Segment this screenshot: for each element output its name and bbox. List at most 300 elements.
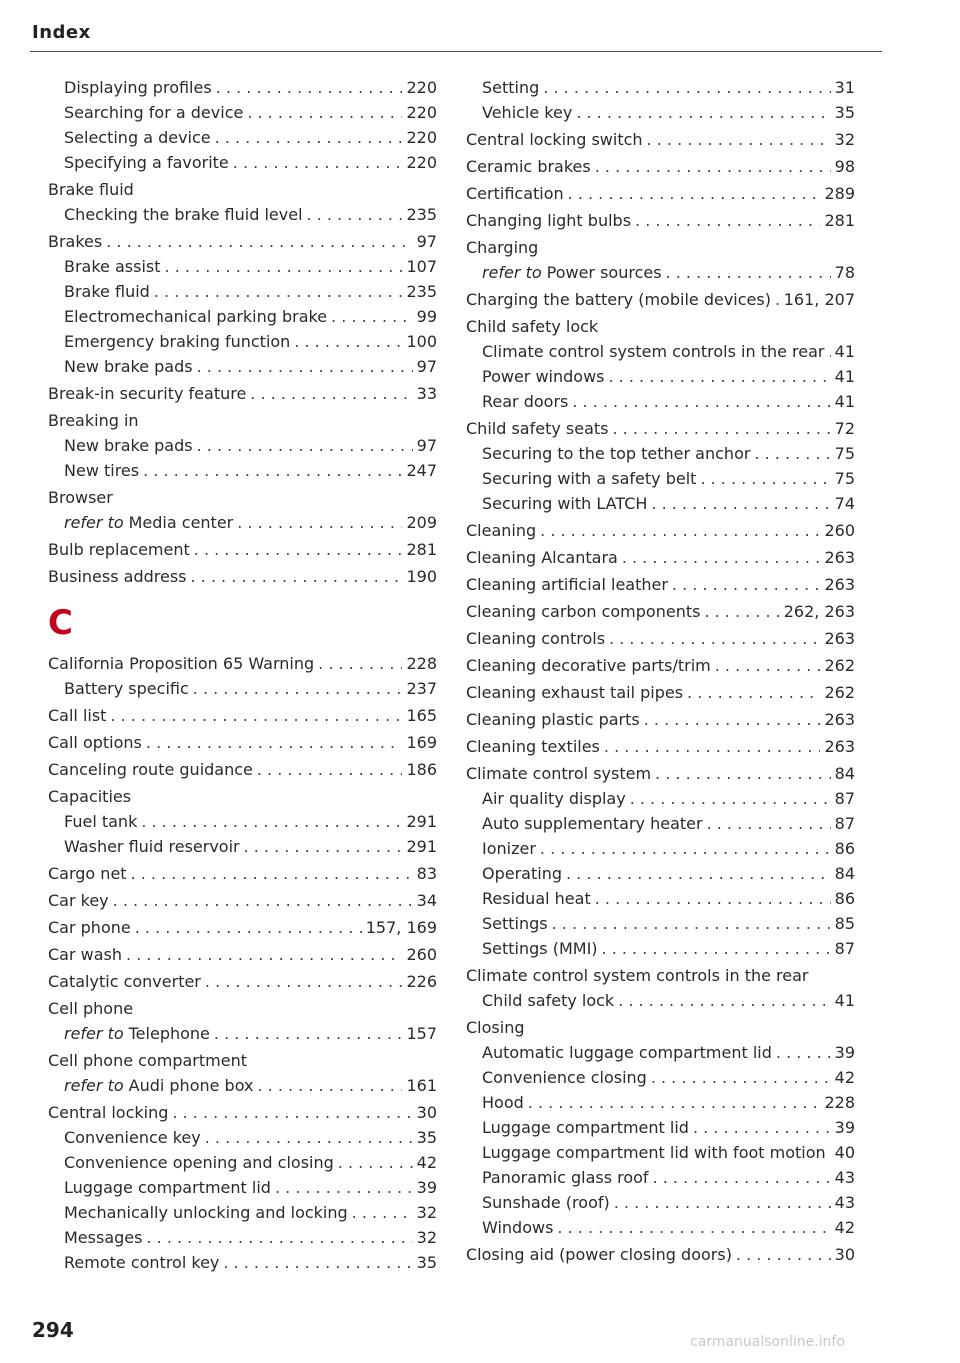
index-term: Fuel tank: [64, 812, 138, 831]
index-term: Ionizer: [482, 839, 536, 858]
index-term: Brake assist: [64, 257, 161, 276]
page-reference: 262: [824, 683, 855, 702]
index-entry: [48, 651, 437, 676]
index-term: Convenience key: [64, 1128, 201, 1147]
index-entry: [48, 202, 437, 227]
index-term: Catalytic converter: [48, 972, 201, 991]
index-entry: [466, 1015, 855, 1040]
page-reference: 84: [834, 864, 855, 883]
index-entry: [48, 329, 437, 354]
index-entry: [466, 1165, 855, 1190]
dot-leader: [205, 1125, 413, 1150]
index-entry: [48, 177, 437, 202]
dot-leader: [653, 1165, 831, 1190]
index-term: Call options: [48, 733, 142, 752]
page-reference: 228: [824, 1093, 855, 1112]
index-term: Air quality display: [482, 789, 626, 808]
index-term: Child safety lock: [466, 317, 599, 336]
index-term: Break-in security feature: [48, 384, 247, 403]
index-entry: [466, 154, 855, 179]
page-reference: 209: [406, 513, 437, 532]
index-entry: [466, 1090, 855, 1115]
index-entry: [466, 861, 855, 886]
page-reference: 35: [834, 103, 855, 122]
dot-leader: [194, 537, 403, 562]
index-entry: [466, 936, 855, 961]
page-reference: 291: [406, 812, 437, 831]
index-term: Power windows: [482, 367, 605, 386]
page-reference: 30: [834, 1245, 855, 1264]
index-term: Ceramic brakes: [466, 157, 591, 176]
index-entries-b: [48, 75, 437, 589]
dot-leader: [214, 1021, 403, 1046]
dot-leader: [693, 1115, 831, 1140]
index-term: Setting: [482, 78, 540, 97]
index-entry: [466, 1040, 855, 1065]
index-term: Windows: [482, 1218, 554, 1237]
index-term: Car key: [48, 891, 109, 910]
dot-leader: [165, 254, 403, 279]
page-reference: 41: [834, 367, 855, 386]
index-term: Climate control system controls in the rear: [466, 966, 809, 985]
index-term: New brake pads: [64, 357, 193, 376]
dot-leader: [146, 730, 403, 755]
dot-leader: [666, 260, 831, 285]
page-reference: 235: [406, 205, 437, 224]
index-entry: [466, 1242, 855, 1267]
index-entry: [466, 1115, 855, 1140]
index-term: Washer fluid reservoir: [64, 837, 240, 856]
page-number: 294: [32, 1318, 74, 1342]
page-reference: 235: [406, 282, 437, 301]
index-term: Securing to the top tether anchor: [482, 444, 751, 463]
page-reference: 220: [406, 103, 437, 122]
dot-leader: [609, 626, 820, 651]
index-entry: [48, 915, 437, 940]
index-term: Cleaning carbon components: [466, 602, 701, 621]
page-reference: 169: [406, 733, 437, 752]
index-term: Sunshade (roof): [482, 1193, 610, 1212]
index-entry: [466, 235, 855, 260]
index-entry: [48, 229, 437, 254]
page-reference: 190: [406, 567, 437, 586]
page-reference: 30: [416, 1103, 437, 1122]
page-reference: 226: [406, 972, 437, 991]
dot-leader: [672, 572, 821, 597]
dot-leader: [197, 354, 413, 379]
dot-leader: [830, 1140, 831, 1165]
header-divider: [30, 51, 882, 52]
index-term: Brakes: [48, 232, 103, 251]
index-entry: [466, 626, 855, 651]
dot-leader: [338, 1150, 413, 1175]
index-entry: [466, 734, 855, 759]
index-entry: [466, 1215, 855, 1240]
dot-leader: [257, 1073, 402, 1098]
cross-reference-label: refer to: [482, 263, 542, 282]
dot-leader: [331, 304, 413, 329]
dot-leader: [651, 491, 830, 516]
page-reference: 87: [834, 939, 855, 958]
index-term: Charging: [466, 238, 539, 257]
dot-leader: [318, 651, 402, 676]
page-reference: 97: [416, 357, 437, 376]
index-term: Searching for a device: [64, 103, 244, 122]
page-reference: 281: [406, 540, 437, 559]
page-reference: 281: [824, 211, 855, 230]
index-entry: [466, 208, 855, 233]
index-term: Mechanically unlocking and locking: [64, 1203, 348, 1222]
dot-leader: [604, 734, 821, 759]
index-term: Cleaning decorative parts/trim: [466, 656, 711, 675]
dot-leader: [655, 761, 831, 786]
index-term: Telephone: [128, 1024, 210, 1043]
index-term: Cleaning exhaust tail pipes: [466, 683, 684, 702]
index-term: New brake pads: [64, 436, 193, 455]
index-term: Cleaning plastic parts: [466, 710, 640, 729]
dot-leader: [197, 433, 413, 458]
page-reference: 161: [406, 1076, 437, 1095]
index-entry: [48, 254, 437, 279]
dot-leader: [576, 100, 830, 125]
index-entry: [48, 458, 437, 483]
index-term: Residual heat: [482, 889, 591, 908]
dot-leader: [141, 809, 402, 834]
page-reference: 260: [824, 521, 855, 540]
page-reference: 98: [834, 157, 855, 176]
dot-leader: [707, 811, 831, 836]
index-term: Audi phone box: [128, 1076, 254, 1095]
index-term: Settings (MMI): [482, 939, 598, 958]
page-reference: 41: [834, 392, 855, 411]
index-entry: [466, 811, 855, 836]
dot-leader: [352, 1200, 413, 1225]
index-entry: [48, 942, 437, 967]
index-term: Changing light bulbs: [466, 211, 632, 230]
dot-leader: [223, 1250, 412, 1275]
dot-leader: [775, 287, 780, 312]
index-term: Cell phone: [48, 999, 134, 1018]
page-reference: 263: [824, 548, 855, 567]
index-entry: [48, 784, 437, 809]
index-term: Convenience opening and closing: [64, 1153, 334, 1172]
index-term: Closing aid (power closing doors): [466, 1245, 732, 1264]
dot-leader: [110, 703, 402, 728]
index-term: Media center: [128, 513, 234, 532]
page-reference: 78: [834, 263, 855, 282]
page-reference: 262: [824, 656, 855, 675]
index-term: Securing with a safety belt: [482, 469, 697, 488]
index-entry: [466, 988, 855, 1013]
index-term: Checking the brake fluid level: [64, 205, 303, 224]
index-term: Capacities: [48, 787, 132, 806]
index-entry: [48, 381, 437, 406]
dot-leader: [687, 680, 820, 705]
page-reference: 84: [834, 764, 855, 783]
dot-leader: [135, 915, 362, 940]
page-reference: 289: [824, 184, 855, 203]
dot-leader: [647, 127, 831, 152]
index-entry: [466, 364, 855, 389]
page-reference: 228: [406, 654, 437, 673]
index-term: Auto supplementary heater: [482, 814, 703, 833]
page-reference: 86: [834, 889, 855, 908]
page-reference: 72: [834, 419, 855, 438]
dot-leader: [630, 786, 831, 811]
index-entry: [48, 354, 437, 379]
index-term: Remote control key: [64, 1253, 220, 1272]
dot-leader: [754, 441, 830, 466]
dot-leader: [595, 154, 831, 179]
index-term: Displaying profiles: [64, 78, 212, 97]
dot-leader: [113, 888, 413, 913]
dot-leader: [216, 75, 403, 100]
index-entry: [48, 304, 437, 329]
page-reference: 99: [416, 307, 437, 326]
index-entry: [48, 703, 437, 728]
page-reference: 40: [834, 1143, 855, 1162]
page-reference: 100: [406, 332, 437, 351]
page-reference: 75: [834, 444, 855, 463]
index-term: Breaking in: [48, 411, 139, 430]
index-term: Child safety lock: [482, 991, 615, 1010]
page-reference: 263: [824, 737, 855, 756]
page-reference: 34: [416, 891, 437, 910]
index-term: New tires: [64, 461, 140, 480]
dot-leader: [294, 329, 402, 354]
dot-leader: [602, 936, 831, 961]
page-reference: 39: [416, 1178, 437, 1197]
index-entry: [466, 886, 855, 911]
index-term: Power sources: [546, 263, 662, 282]
page-reference: 75: [834, 469, 855, 488]
page-reference: 86: [834, 839, 855, 858]
index-entry: [466, 572, 855, 597]
index-term: Business address: [48, 567, 187, 586]
page-reference: 97: [416, 232, 437, 251]
index-entry: [48, 1073, 437, 1098]
dot-leader: [172, 1100, 412, 1125]
dot-leader: [543, 75, 830, 100]
dot-leader: [612, 416, 830, 441]
dot-leader: [700, 466, 830, 491]
page-reference: 35: [416, 1253, 437, 1272]
page-reference: 85: [834, 914, 855, 933]
dot-leader: [233, 150, 403, 175]
dot-leader: [566, 861, 831, 886]
index-term: Climate control system: [466, 764, 652, 783]
dot-leader: [704, 599, 779, 624]
index-term: Operating: [482, 864, 562, 883]
index-term: Luggage compartment lid with foot motion: [482, 1143, 826, 1162]
index-term: Cargo net: [48, 864, 127, 883]
index-entry: [466, 786, 855, 811]
dot-leader: [557, 1215, 830, 1240]
page-reference: 39: [834, 1118, 855, 1137]
index-entry: [466, 260, 855, 285]
page-reference: 87: [834, 789, 855, 808]
index-entry: [48, 834, 437, 859]
index-entry: [466, 653, 855, 678]
index-term: Cleaning Alcantara: [466, 548, 618, 567]
dot-leader: [191, 564, 403, 589]
dot-leader: [237, 510, 402, 535]
index-entry: [48, 676, 437, 701]
page-reference: 41: [834, 991, 855, 1010]
dot-leader: [247, 100, 402, 125]
dot-leader: [307, 202, 403, 227]
dot-leader: [143, 458, 402, 483]
page-reference: 42: [834, 1218, 855, 1237]
page-reference: 107: [406, 257, 437, 276]
letter-heading-c: C: [48, 603, 73, 643]
dot-leader: [540, 518, 820, 543]
dot-leader: [552, 911, 831, 936]
page-reference: 32: [416, 1203, 437, 1222]
page-reference: 161, 207: [783, 290, 855, 309]
index-entry: [466, 1140, 855, 1165]
index-entry: [466, 518, 855, 543]
index-entry: [48, 279, 437, 304]
index-term: Hood: [482, 1093, 524, 1112]
index-term: Cell phone compartment: [48, 1051, 247, 1070]
page-header-title: Index: [32, 22, 91, 43]
index-term: Brake fluid: [64, 282, 150, 301]
index-entry: [48, 1100, 437, 1125]
dot-leader: [572, 389, 830, 414]
page-reference: 165: [406, 706, 437, 725]
index-term: Climate control system controls in the rear: [482, 342, 825, 361]
page-reference: 43: [834, 1168, 855, 1187]
page-reference: 157: [406, 1024, 437, 1043]
index-entry: [48, 1150, 437, 1175]
index-term: Bulb replacement: [48, 540, 190, 559]
page-reference: 41: [834, 342, 855, 361]
dot-leader: [250, 381, 412, 406]
index-entry: [466, 491, 855, 516]
dot-leader: [215, 125, 403, 150]
index-term: Convenience closing: [482, 1068, 647, 1087]
dot-leader: [257, 757, 403, 782]
index-entry: [466, 181, 855, 206]
index-term: Rear doors: [482, 392, 569, 411]
page-reference: 237: [406, 679, 437, 698]
index-entry: [48, 1250, 437, 1275]
index-term: Central locking: [48, 1103, 169, 1122]
page-reference: 220: [406, 78, 437, 97]
index-entry: [466, 545, 855, 570]
page-reference: 74: [834, 494, 855, 513]
index-entry: [466, 466, 855, 491]
index-entry: [48, 537, 437, 562]
dot-leader: [146, 1225, 412, 1250]
index-entry: [48, 861, 437, 886]
index-entry: [466, 836, 855, 861]
cross-reference-label: refer to: [64, 1024, 124, 1043]
dot-leader: [106, 229, 412, 254]
page-reference: 263: [824, 575, 855, 594]
dot-leader: [540, 836, 831, 861]
index-term: Luggage compartment lid: [482, 1118, 689, 1137]
index-entry: [466, 416, 855, 441]
page-reference: 87: [834, 814, 855, 833]
dot-leader: [131, 861, 413, 886]
index-entry: [466, 707, 855, 732]
index-entry: [48, 809, 437, 834]
page-reference: 157, 169: [365, 918, 437, 937]
index-entry: [48, 996, 437, 1021]
index-entry: [466, 314, 855, 339]
index-term: Battery specific: [64, 679, 189, 698]
dot-leader: [528, 1090, 821, 1115]
index-term: Securing with LATCH: [482, 494, 648, 513]
index-term: Charging the battery (mobile devices): [466, 290, 771, 309]
index-entry: [48, 75, 437, 100]
index-term: Child safety seats: [466, 419, 609, 438]
index-term: Cleaning artificial leather: [466, 575, 668, 594]
index-entry: [48, 1175, 437, 1200]
index-term: Vehicle key: [482, 103, 573, 122]
dot-leader: [568, 181, 821, 206]
page-reference: 43: [834, 1193, 855, 1212]
index-entry: [48, 433, 437, 458]
index-term: Luggage compartment lid: [64, 1178, 271, 1197]
page-reference: 186: [406, 760, 437, 779]
dot-leader: [595, 886, 831, 911]
index-entry: [48, 730, 437, 755]
index-entry: [48, 1200, 437, 1225]
index-entry: [466, 761, 855, 786]
dot-leader: [651, 1065, 831, 1090]
index-term: Certification: [466, 184, 564, 203]
page-reference: 260: [406, 945, 437, 964]
page-reference: 263: [824, 710, 855, 729]
index-term: Emergency braking function: [64, 332, 291, 351]
dot-leader: [244, 834, 403, 859]
page-reference: 83: [416, 864, 437, 883]
index-entry: [48, 1021, 437, 1046]
index-term: California Proposition 65 Warning: [48, 654, 315, 673]
index-entry: [466, 911, 855, 936]
page-reference: 263: [824, 629, 855, 648]
page-reference: 262, 263: [783, 602, 855, 621]
index-term: Brake fluid: [48, 180, 134, 199]
page-reference: 291: [406, 837, 437, 856]
index-entry: [466, 963, 855, 988]
dot-leader: [622, 545, 821, 570]
index-entry: [48, 150, 437, 175]
index-entry: [48, 969, 437, 994]
page-reference: 32: [834, 130, 855, 149]
dot-leader: [193, 676, 403, 701]
index-entry: [466, 100, 855, 125]
index-term: Messages: [64, 1228, 143, 1247]
dot-leader: [205, 969, 403, 994]
dot-leader: [635, 208, 820, 233]
index-entries-c-continued: [466, 75, 855, 1267]
index-term: Cleaning textiles: [466, 737, 600, 756]
index-entries-c: [48, 651, 437, 1275]
index-entry: [48, 100, 437, 125]
index-term: Specifying a favorite: [64, 153, 229, 172]
cross-reference-label: refer to: [64, 513, 124, 532]
dot-leader: [126, 942, 402, 967]
index-term: Central locking switch: [466, 130, 643, 149]
dot-leader: [644, 707, 821, 732]
index-term: Cleaning: [466, 521, 537, 540]
index-entry: [48, 757, 437, 782]
index-term: Automatic luggage compartment lid: [482, 1043, 772, 1062]
